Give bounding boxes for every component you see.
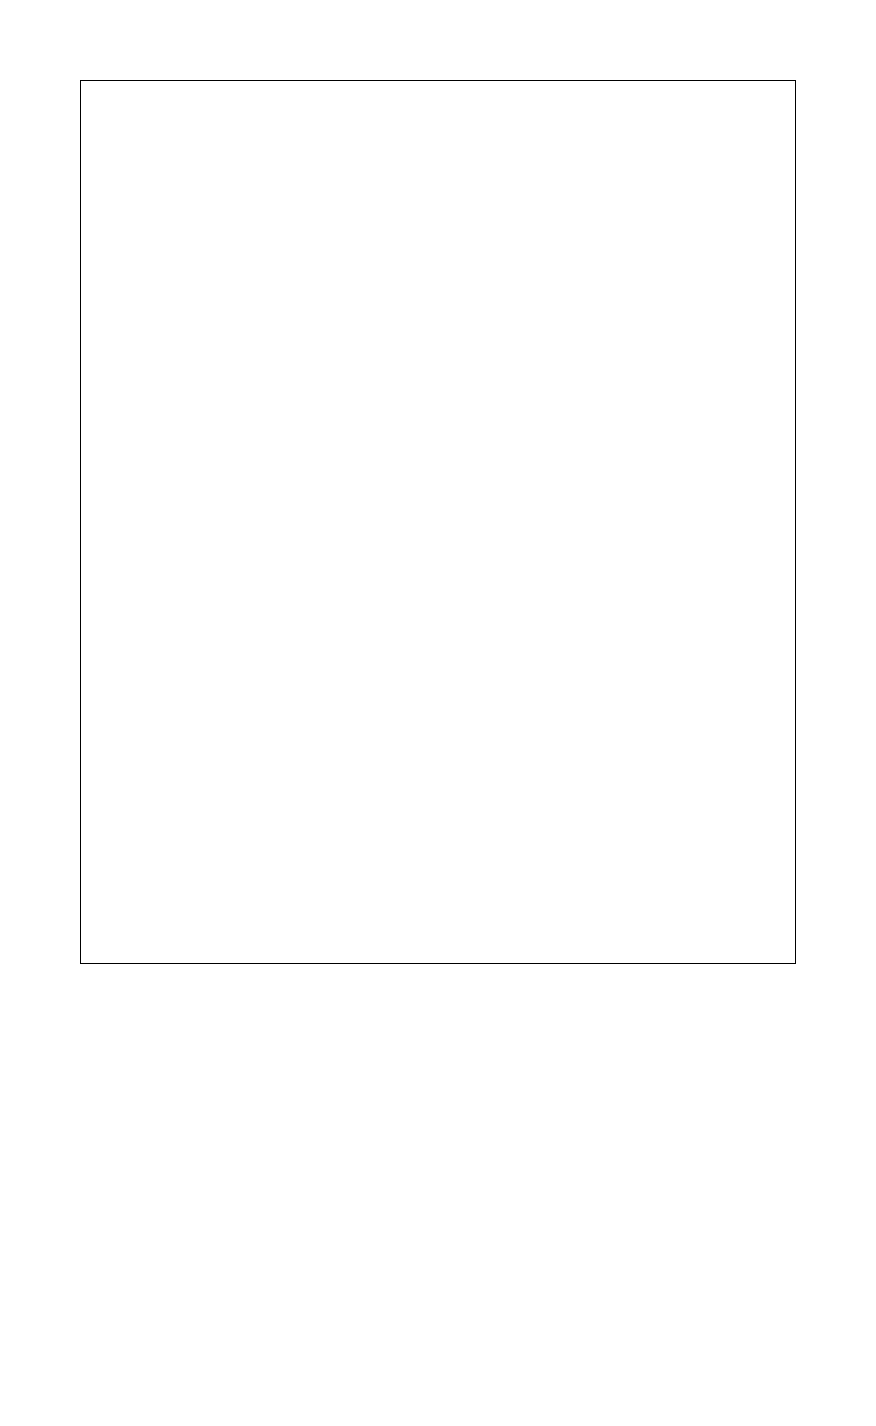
bead-grid: [80, 80, 796, 964]
color-legend: [0, 1040, 876, 1280]
